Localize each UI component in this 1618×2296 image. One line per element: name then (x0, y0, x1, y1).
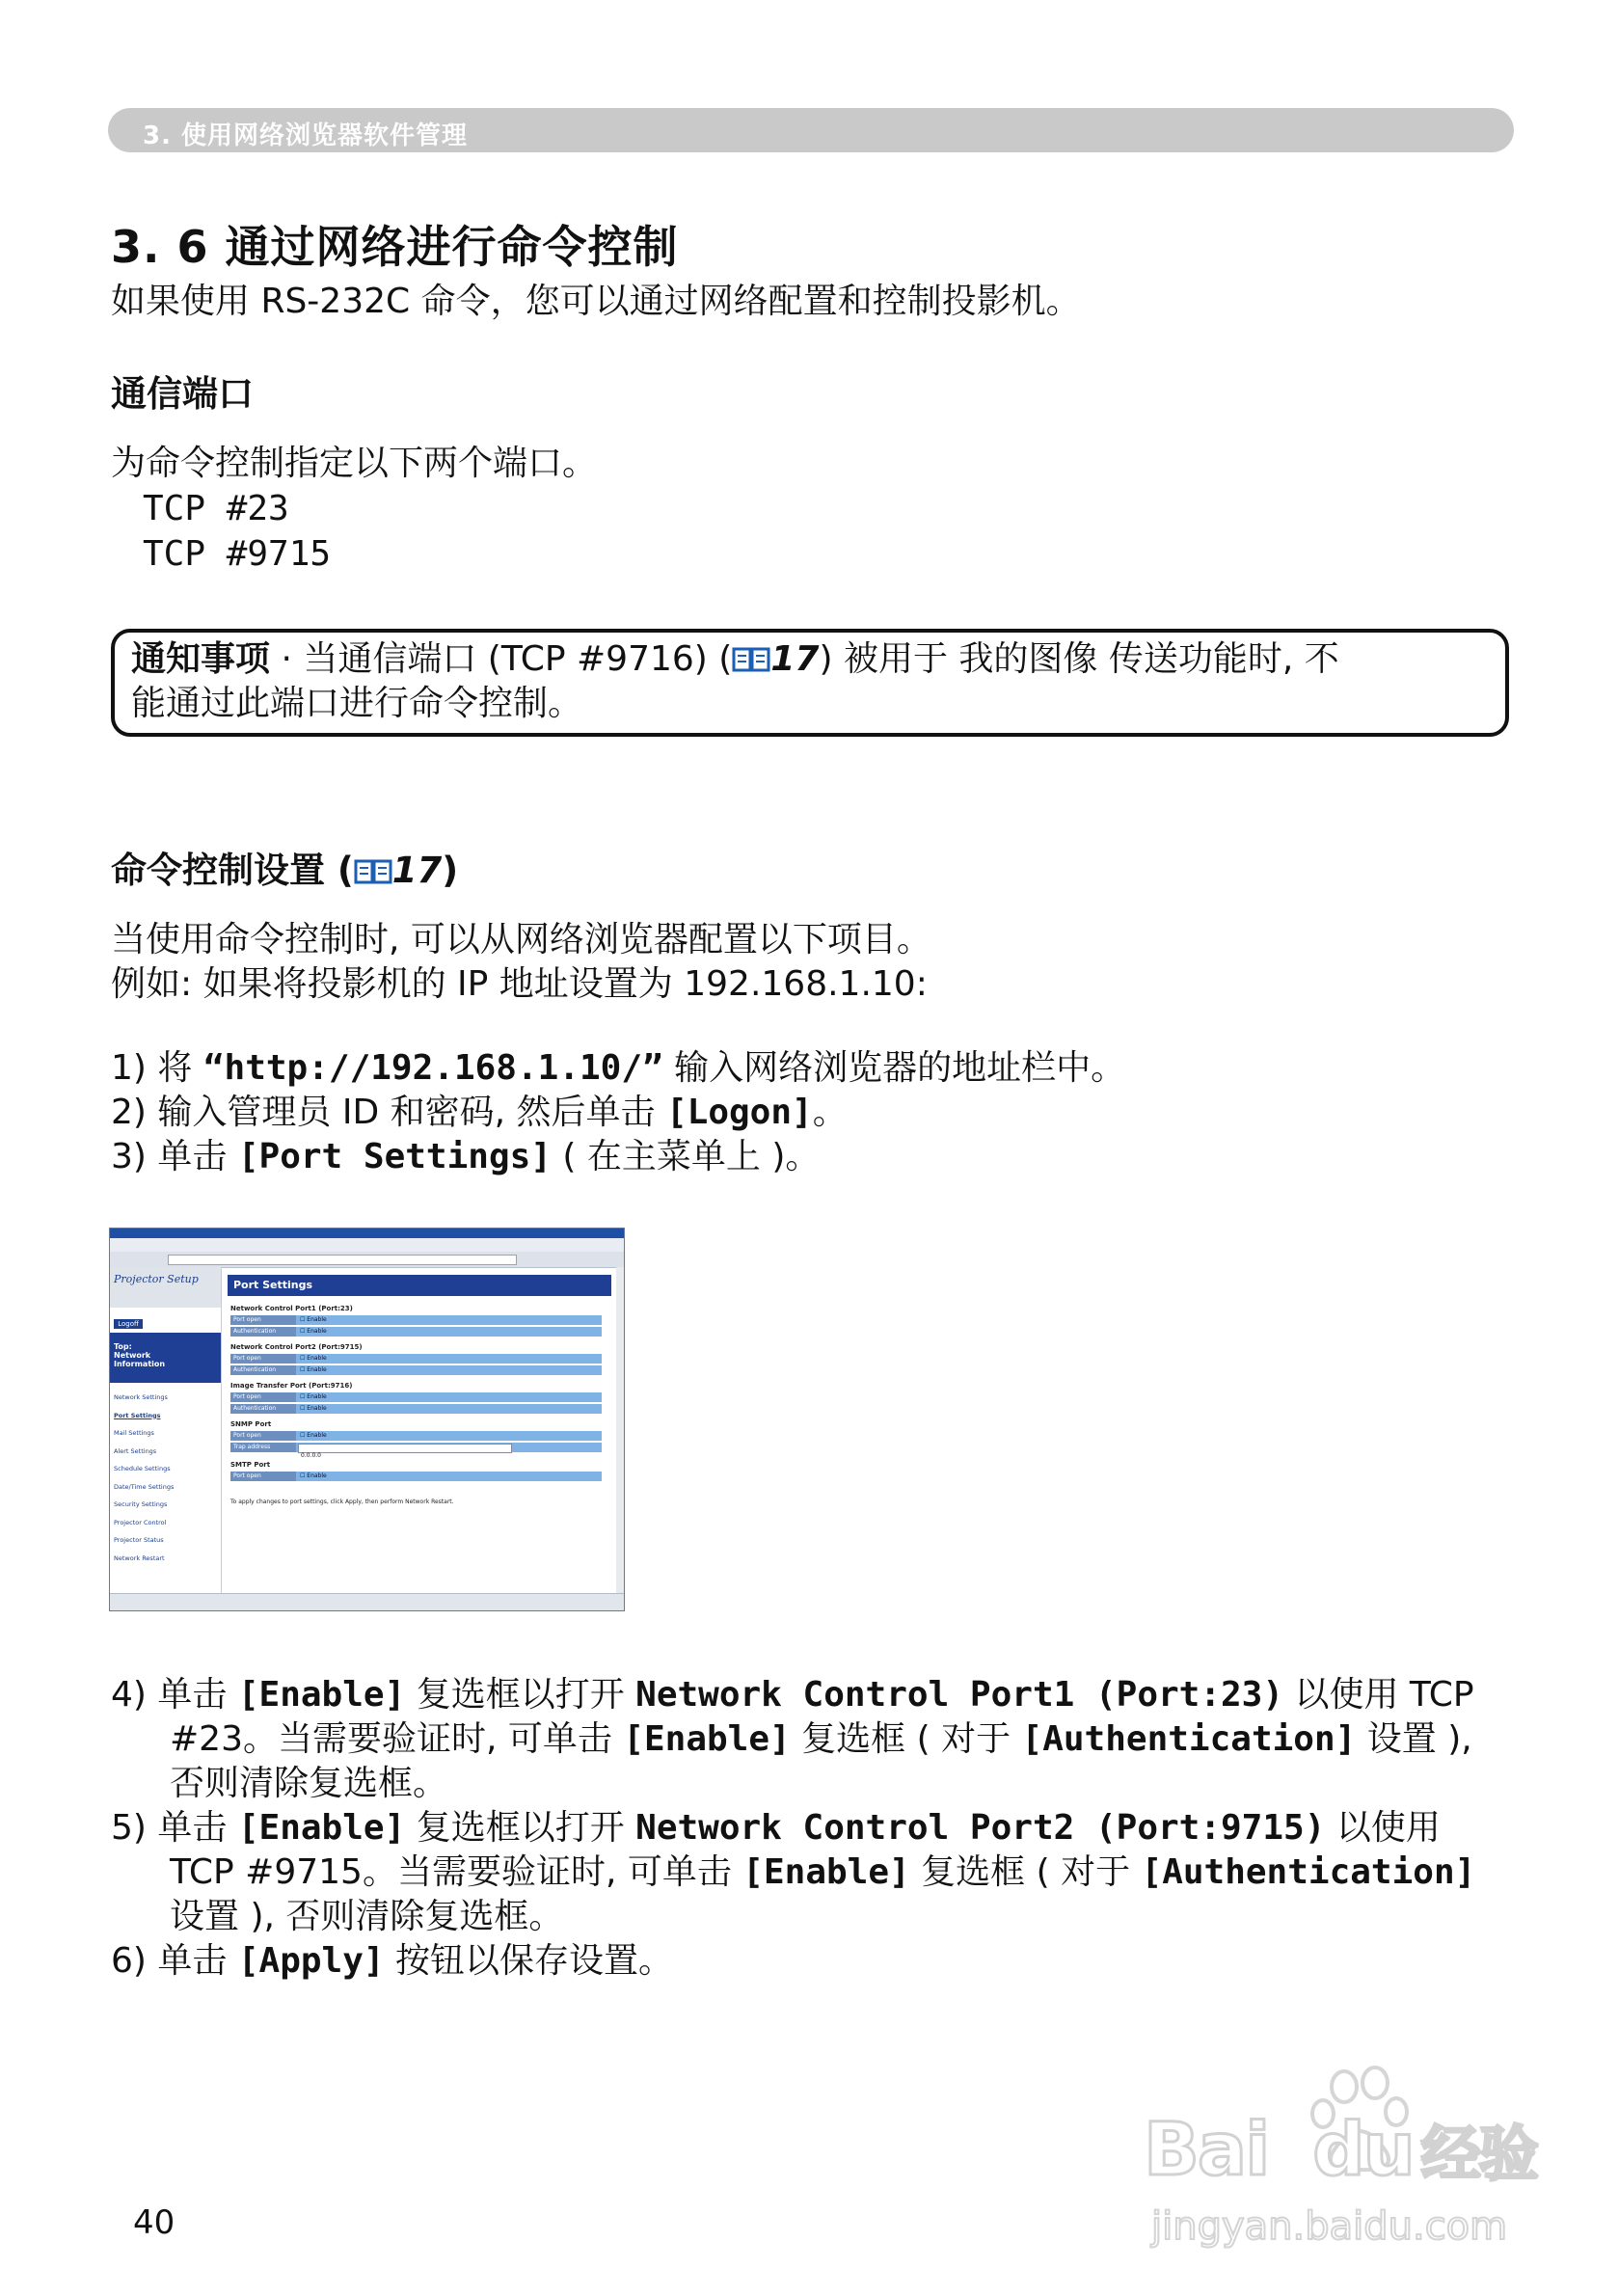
sidebar-top-text: Information (114, 1360, 166, 1368)
watermark-cn: 经验 (1420, 2119, 1537, 2189)
browser-scrollbar (616, 1267, 624, 1593)
row-value-text: Enable (307, 1393, 327, 1400)
notice-line-2: 能通过此端口进行命令控制。 (131, 684, 583, 723)
port2-ref: Network Control Port2 (Port:9715) (635, 1808, 1326, 1848)
enable-checkbox-ref: [Enable] (742, 1852, 910, 1892)
row-value: ☐ Enable (300, 1393, 327, 1400)
row-label: Authentication (230, 1404, 296, 1414)
group-title: Network Control Port1 (Port:23) (230, 1305, 353, 1312)
port-item-2: TCP #9715 (143, 534, 332, 574)
group-image-transfer-port (230, 1379, 602, 1416)
step-text: ( 在主菜单上 )。 (551, 1137, 821, 1176)
baidu-watermark (1144, 2064, 1549, 2256)
book-icon (732, 646, 770, 673)
step-text: 单击 (157, 1941, 238, 1981)
port-settings-ref: [Port Settings] (237, 1137, 552, 1176)
group-network-control-port2 (230, 1340, 602, 1377)
step-number: 3) (111, 1137, 147, 1176)
row-value: ☐ Enable (300, 1472, 327, 1479)
setup-logo-text: Projector Setup (114, 1273, 199, 1285)
step-6 (111, 1939, 673, 1984)
step-number: 6) (111, 1941, 147, 1981)
group-snmp-port (230, 1418, 602, 1459)
section-title: 3. 6 通过网络进行命令控制 (111, 221, 679, 273)
notice-ref-link[interactable]: 17 (770, 639, 820, 679)
settings-ref-link[interactable]: 17 (391, 850, 443, 891)
watermark-brand: Bai (1144, 2106, 1269, 2192)
step-5-line-1 (111, 1806, 1441, 1850)
sidebar-top-block (110, 1333, 221, 1383)
row-value: ☐ Enable (300, 1355, 327, 1362)
sidebar-item-schedule-settings: Schedule Settings (114, 1465, 171, 1472)
port-settings-panel (223, 1267, 616, 1593)
browser-titlebar (110, 1229, 624, 1238)
row-value-text: Enable (307, 1366, 327, 1373)
trap-address-value: 0.0.0.0 (301, 1452, 321, 1459)
address-field (168, 1255, 517, 1265)
settings-paragraph-2: 例如: 如果将投影机的 IP 地址设置为 192.168.1.10: (111, 964, 928, 1004)
step-number: 1) (111, 1048, 147, 1088)
step-text: 设置 ), (1356, 1719, 1472, 1759)
sidebar-item-network-restart: Network Restart (114, 1553, 165, 1562)
browser-menubar (110, 1238, 624, 1253)
step-text: 。 (812, 1093, 848, 1132)
step-3 (111, 1135, 820, 1179)
step-text: 单击 (157, 1808, 238, 1848)
settings-row (230, 1354, 602, 1364)
apply-note: To apply changes to port settings, click Apply, then perform Network Restart. (230, 1499, 454, 1505)
step-5-line-2 (170, 1850, 1475, 1895)
settings-row (230, 1443, 602, 1459)
group-title: Image Transfer Port (Port:9716) (230, 1382, 353, 1390)
section-intro: 如果使用 RS-232C 命令，您可以通过网络配置和控制投影机。 (111, 282, 1081, 321)
group-smtp-port (230, 1458, 602, 1483)
row-label: Port open (230, 1431, 296, 1441)
row-label: Authentication (230, 1365, 296, 1375)
step-5-line-3: 设置 ), 否则清除复选框。 (170, 1897, 564, 1936)
row-label: Trap address (230, 1443, 296, 1452)
step-text: 以使用 (1325, 1808, 1441, 1848)
step-url: “http://192.168.1.10/” (202, 1048, 663, 1088)
row-label: Authentication (230, 1327, 296, 1337)
step-text: 输入管理员 ID 和密码, 然后单击 (157, 1093, 666, 1132)
row-value-text: Enable (307, 1405, 327, 1412)
step-text: 复选框以打开 (405, 1675, 636, 1715)
enable-checkbox-ref: [Enable] (237, 1675, 406, 1715)
row-value-text: Enable (307, 1355, 327, 1362)
step-4-line-2 (170, 1717, 1472, 1762)
setup-logo (110, 1267, 221, 1308)
port1-ref: Network Control Port1 (Port:23) (635, 1675, 1284, 1715)
step-text: 将 (157, 1048, 203, 1088)
sidebar-top-text: Top: (114, 1342, 132, 1351)
notice-text-a: · 当通信端口 (TCP #9716) ( (281, 639, 733, 679)
watermark-url: jingyan.baidu.com (1151, 2204, 1508, 2249)
row-value-text: Enable (307, 1472, 327, 1479)
row-value: ☐ Enable (300, 1432, 327, 1439)
trap-address-input (298, 1444, 512, 1459)
settings-row (230, 1327, 602, 1337)
settings-row (230, 1365, 602, 1375)
step-number: 4) (111, 1675, 147, 1715)
step-text: 单击 (157, 1137, 238, 1176)
enable-checkbox-ref: [Enable] (623, 1719, 791, 1759)
book-icon (354, 858, 392, 885)
settings-paragraph-1: 当使用命令控制时, 可以从网络浏览器配置以下项目。 (111, 920, 931, 959)
setup-sidebar (110, 1267, 222, 1593)
row-value: ☐ Enable (300, 1366, 327, 1373)
browser-statusbar (110, 1593, 624, 1611)
row-value-text: Enable (307, 1316, 327, 1323)
row-value: ☐ Enable (300, 1316, 327, 1323)
ports-heading: 通信端口 (111, 373, 254, 415)
apply-button-ref: [Apply] (237, 1941, 385, 1981)
step-4-line-3: 否则清除复选框。 (170, 1764, 448, 1803)
step-2 (111, 1091, 848, 1135)
row-label: Port open (230, 1472, 296, 1481)
row-label: Port open (230, 1315, 296, 1325)
sidebar-item-alert-settings: Alert Settings (114, 1446, 157, 1455)
step-text: 复选框 ( 对于 (790, 1719, 1022, 1759)
row-value: ☐ Enable (300, 1405, 327, 1412)
row-value-text: Enable (307, 1432, 327, 1439)
notice-line-1 (131, 637, 1339, 682)
step-text: 输入网络浏览器的地址栏中。 (662, 1048, 1126, 1088)
sidebar-item-projector-control: Projector Control (114, 1518, 167, 1526)
group-title: SNMP Port (230, 1420, 272, 1428)
sidebar-item-datetime-settings: Date/Time Settings (114, 1482, 175, 1491)
step-text: 按钮以保存设置。 (384, 1941, 674, 1981)
row-value: ☐ Enable (300, 1328, 327, 1335)
watermark-brand-2: du (1312, 2106, 1414, 2192)
sidebar-top-text: Network (114, 1351, 151, 1360)
step-1 (111, 1046, 1125, 1091)
ports-description: 为命令控制指定以下两个端口。 (111, 444, 598, 483)
browser-address-bar (110, 1252, 624, 1268)
group-network-control-port1 (230, 1302, 602, 1338)
settings-row (230, 1404, 602, 1414)
settings-row (230, 1315, 602, 1325)
notice-label: 通知事项 (131, 639, 271, 679)
logoff-button: Logoff (114, 1319, 143, 1329)
notice-text-b: ) 被用于 我的图像 传送功能时, 不 (819, 639, 1339, 679)
page-number: 40 (133, 2203, 175, 2242)
settings-heading-text: 命令控制设置 (111, 850, 325, 891)
step-text: 复选框 ( 对于 (909, 1852, 1142, 1892)
step-text: 单击 (157, 1675, 238, 1715)
settings-row (230, 1392, 602, 1402)
settings-ref-close: ) (442, 850, 459, 891)
chapter-header-label: 3. 使用网络浏览器软件管理 (143, 122, 469, 150)
authentication-ref: [Authentication] (1021, 1719, 1357, 1759)
sidebar-item-projector-status: Projector Status (114, 1536, 164, 1544)
settings-row (230, 1472, 602, 1481)
panel-title: Port Settings (228, 1275, 611, 1296)
step-text: 复选框以打开 (405, 1808, 636, 1848)
step-4-line-1 (111, 1673, 1474, 1717)
logon-button-ref: [Logon] (665, 1093, 813, 1132)
browser-screenshot (109, 1228, 625, 1611)
sidebar-item-security-settings: Security Settings (114, 1500, 168, 1508)
settings-ref-open: ( (325, 850, 354, 891)
step-number: 2) (111, 1093, 147, 1132)
step-text: 以使用 TCP (1283, 1675, 1474, 1715)
sidebar-item-network-settings: Network Settings (114, 1393, 168, 1401)
row-label: Port open (230, 1392, 296, 1402)
step-text: #23。当需要验证时, 可单击 (170, 1719, 624, 1759)
port-item-1: TCP #23 (143, 489, 289, 528)
authentication-ref: [Authentication] (1141, 1852, 1476, 1892)
step-text: TCP #9715。当需要验证时, 可单击 (170, 1852, 743, 1892)
settings-row (230, 1431, 602, 1441)
row-value-text: Enable (307, 1328, 327, 1335)
enable-checkbox-ref: [Enable] (237, 1808, 406, 1848)
group-title: Network Control Port2 (Port:9715) (230, 1343, 363, 1351)
row-label: Port open (230, 1354, 296, 1364)
group-title: SMTP Port (230, 1461, 271, 1469)
sidebar-nav (114, 1389, 174, 1567)
sidebar-item-port-settings: Port Settings (114, 1411, 161, 1419)
sidebar-item-mail-settings: Mail Settings (114, 1429, 154, 1437)
settings-heading (111, 841, 458, 893)
step-number: 5) (111, 1808, 147, 1848)
